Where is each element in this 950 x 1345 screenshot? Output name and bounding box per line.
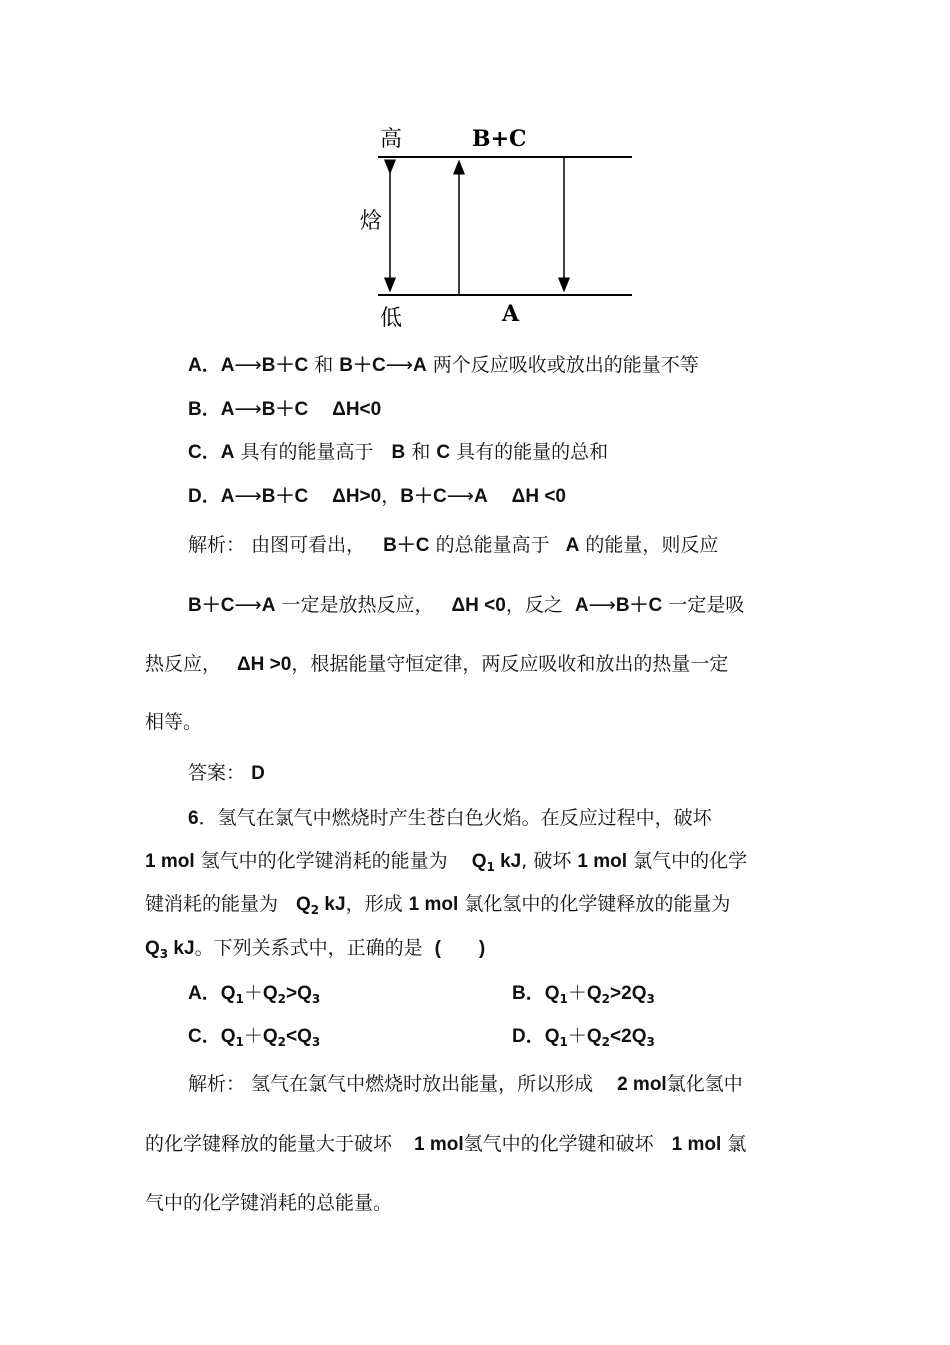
q5-answer: 答案： D <box>188 762 265 784</box>
q5-option-d: D．A⟶B＋C ΔH>0，B＋C⟶A ΔH <0 <box>188 485 566 507</box>
arrow-icon: ⟶ <box>234 485 262 507</box>
arrow-icon: ⟶ <box>588 594 616 616</box>
q5-analysis-line-1: 解析： 由图可看出， B＋C 的总能量高于 A 的能量，则反应 <box>188 534 719 556</box>
label-high: 高 <box>380 127 403 152</box>
enthalpy-diagram <box>350 115 650 340</box>
q6-stem-line-1: 6．氢气在氯气中燃烧时产生苍白色火焰。在反应过程中，破坏 <box>188 807 712 829</box>
q6-analysis-line-1: 解析： 氢气在氯气中燃烧时放出能量，所以形成 2 mol氯化氢中 <box>188 1073 743 1095</box>
arrow-icon: ⟶ <box>234 594 262 616</box>
q6-stem-line-3: 键消耗的能量为 $Q_2$ kJ，形成 1 mol 氯化氢中的化学键释放的能量为 <box>145 893 731 917</box>
q6-stem-line-4: $Q_3$ kJ。下列关系式中，正确的是 ( ) <box>145 937 486 961</box>
q5-analysis-line-2: B＋C⟶A 一定是放热反应， ΔH <0，反之 A⟶B＋C 一定是吸 <box>188 594 745 616</box>
q5-analysis-line-3: 热反应， ΔH >0，根据能量守恒定律，两反应吸收和放出的热量一定 <box>145 653 729 675</box>
arrow-icon: ⟶ <box>234 398 262 420</box>
q5-option-b: B．A⟶B＋C ΔH<0 <box>188 398 382 420</box>
label-low: 低 <box>380 306 403 331</box>
q5-analysis-line-4: 相等。 <box>145 711 203 733</box>
arrow-icon: ⟶ <box>234 354 262 376</box>
q6-option-c: C．$Q_1+Q_2<Q_3$ <box>188 1025 321 1049</box>
q6-analysis-line-2: 的化学键释放的能量大于破坏 1 mol氢气中的化学键和破坏 1 mol 氯 <box>145 1133 747 1155</box>
label-enthalpy: 焓 <box>360 209 383 234</box>
label-products: B+C <box>472 126 527 152</box>
q6-analysis-line-3: 气中的化学键消耗的总能量。 <box>145 1192 393 1214</box>
q5-option-c: C．A 具有的能量高于 B 和 C 具有的能量的总和 <box>188 441 609 463</box>
arrow-icon: ⟶ <box>385 354 413 376</box>
q6-option-a: A．$Q_1+Q_2>Q_3$ <box>188 982 321 1006</box>
q6-stem-line-2: 1 mol 氢气中的化学键消耗的能量为 $Q_1$ kJ, 破坏 1 mol 氯气中的化学 <box>145 850 748 874</box>
q6-option-b: B．$Q_1+Q_2>2Q_3$ <box>512 982 655 1006</box>
arrow-icon: ⟶ <box>446 485 474 507</box>
label-reactant: A <box>502 301 520 327</box>
q5-option-a: A．A⟶B＋C 和 B＋C⟶A 两个反应吸收或放出的能量不等 <box>188 354 699 376</box>
q6-option-d: D．$Q_1+Q_2<2Q_3$ <box>512 1025 655 1049</box>
